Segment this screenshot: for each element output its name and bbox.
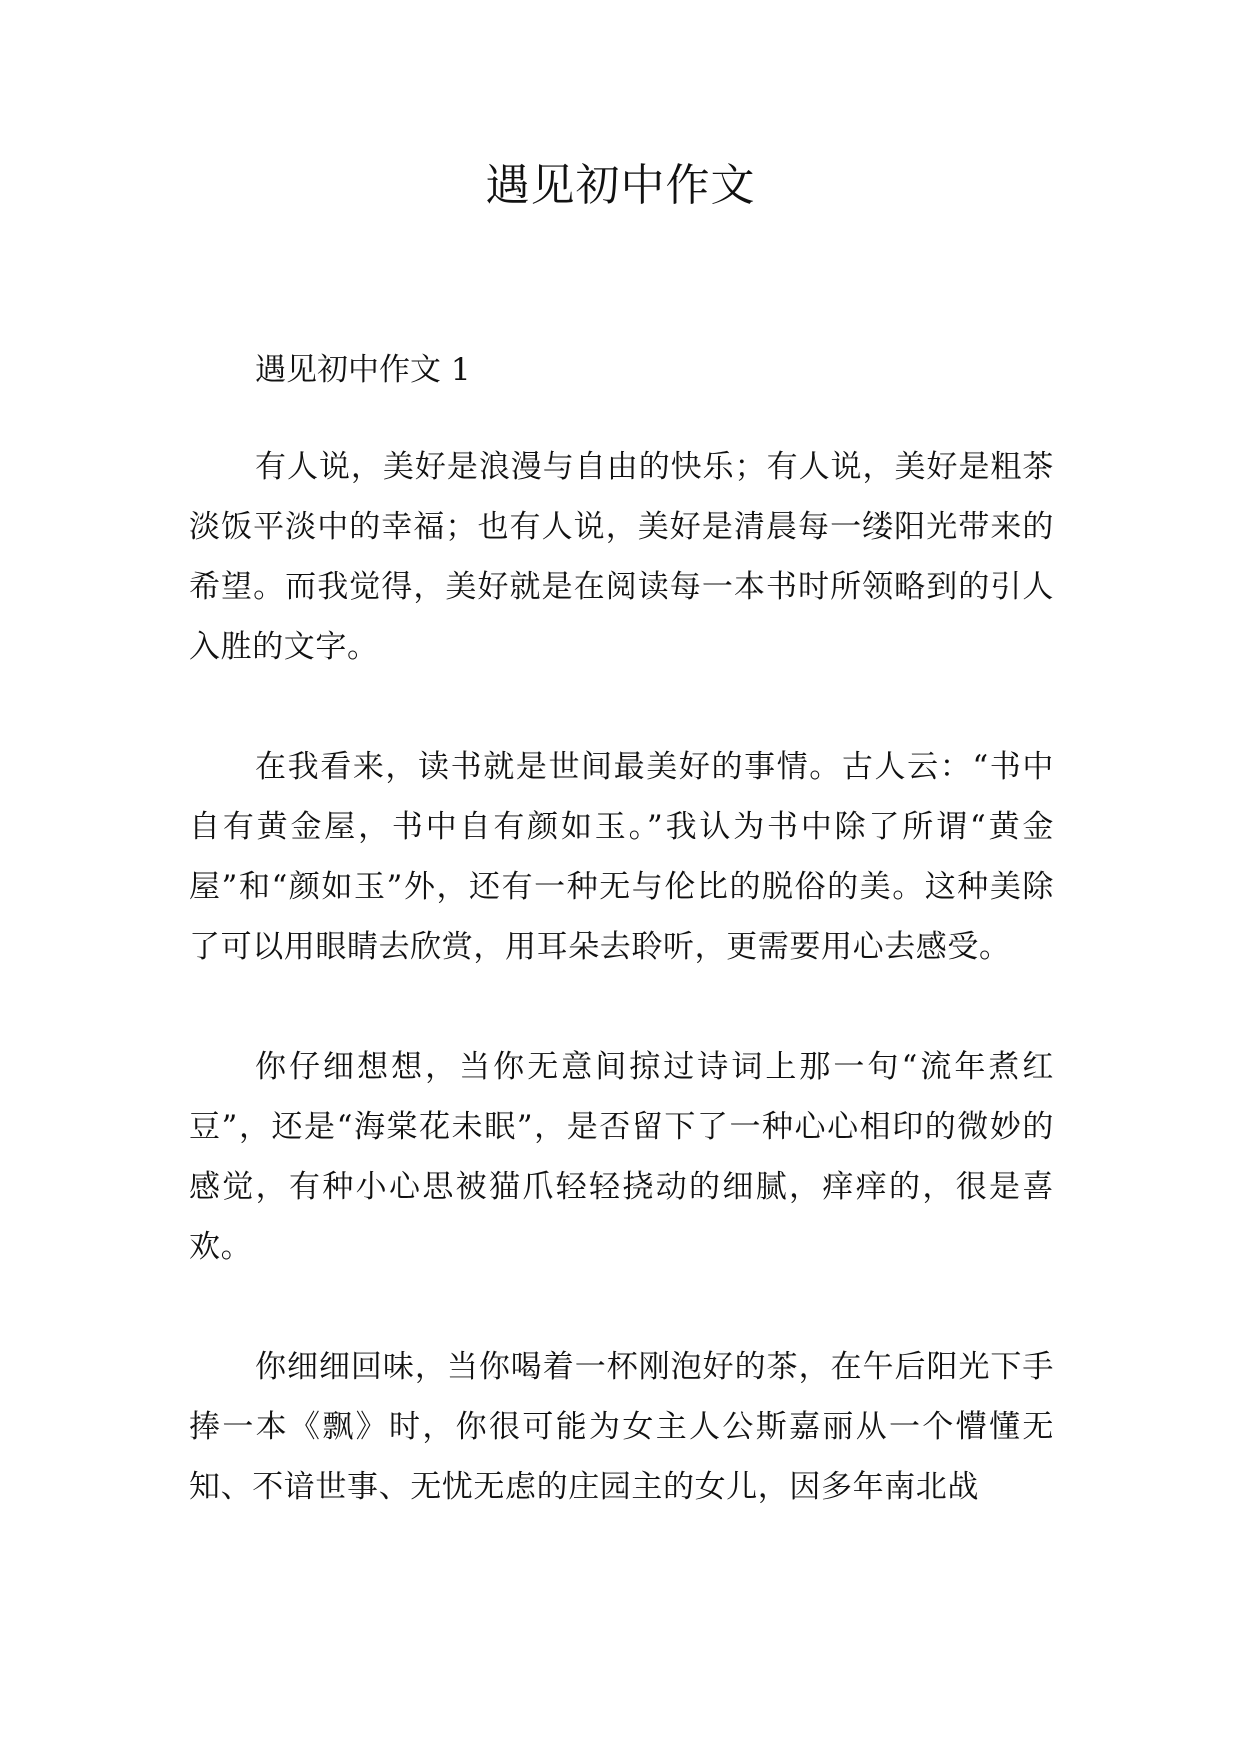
document-title: 遇见初中作文 — [485, 160, 756, 211]
paragraph-4: 你细细回味，当你喝着一杯刚泡好的茶，在午后阳光下手捧一本《飘》时，你很可能为女主人公斯嘉丽从一个懵懂无知、不谙世事、无忧无虑的庄园主的女儿，因多年南北战 — [189, 1349, 1054, 1505]
paragraph-2: 在我看来，读书就是世间最美好的事情。古人云：“书中自有黄金屋，书中自有颜如玉。”我认为书中除了所谓“黄金屋”和“颜如玉”外，还有一种无与伦比的脱俗的美。这种美除了可以用眼睛去欣赏，用耳朵去聆听，更需要用心去感受。 — [189, 749, 1054, 965]
essay-subtitle: 遇见初中作文 1 — [255, 352, 471, 388]
paragraph-1: 有人说，美好是浪漫与自由的快乐；有人说，美好是粗茶淡饭平淡中的幸福；也有人说，美好是清晨每一缕阳光带来的希望。而我觉得，美好就是在阅读每一本书时所领略到的引人入胜的文字。 — [189, 449, 1054, 665]
document-body — [189, 345, 1054, 1577]
paragraph-3: 你仔细想想，当你无意间掠过诗词上那一句“流年煮红豆”，还是“海棠花未眠”，是否留下了一种心心相印的微妙的感觉，有种小心思被猫爪轻轻挠动的细腻，痒痒的，很是喜欢。 — [189, 1049, 1054, 1265]
